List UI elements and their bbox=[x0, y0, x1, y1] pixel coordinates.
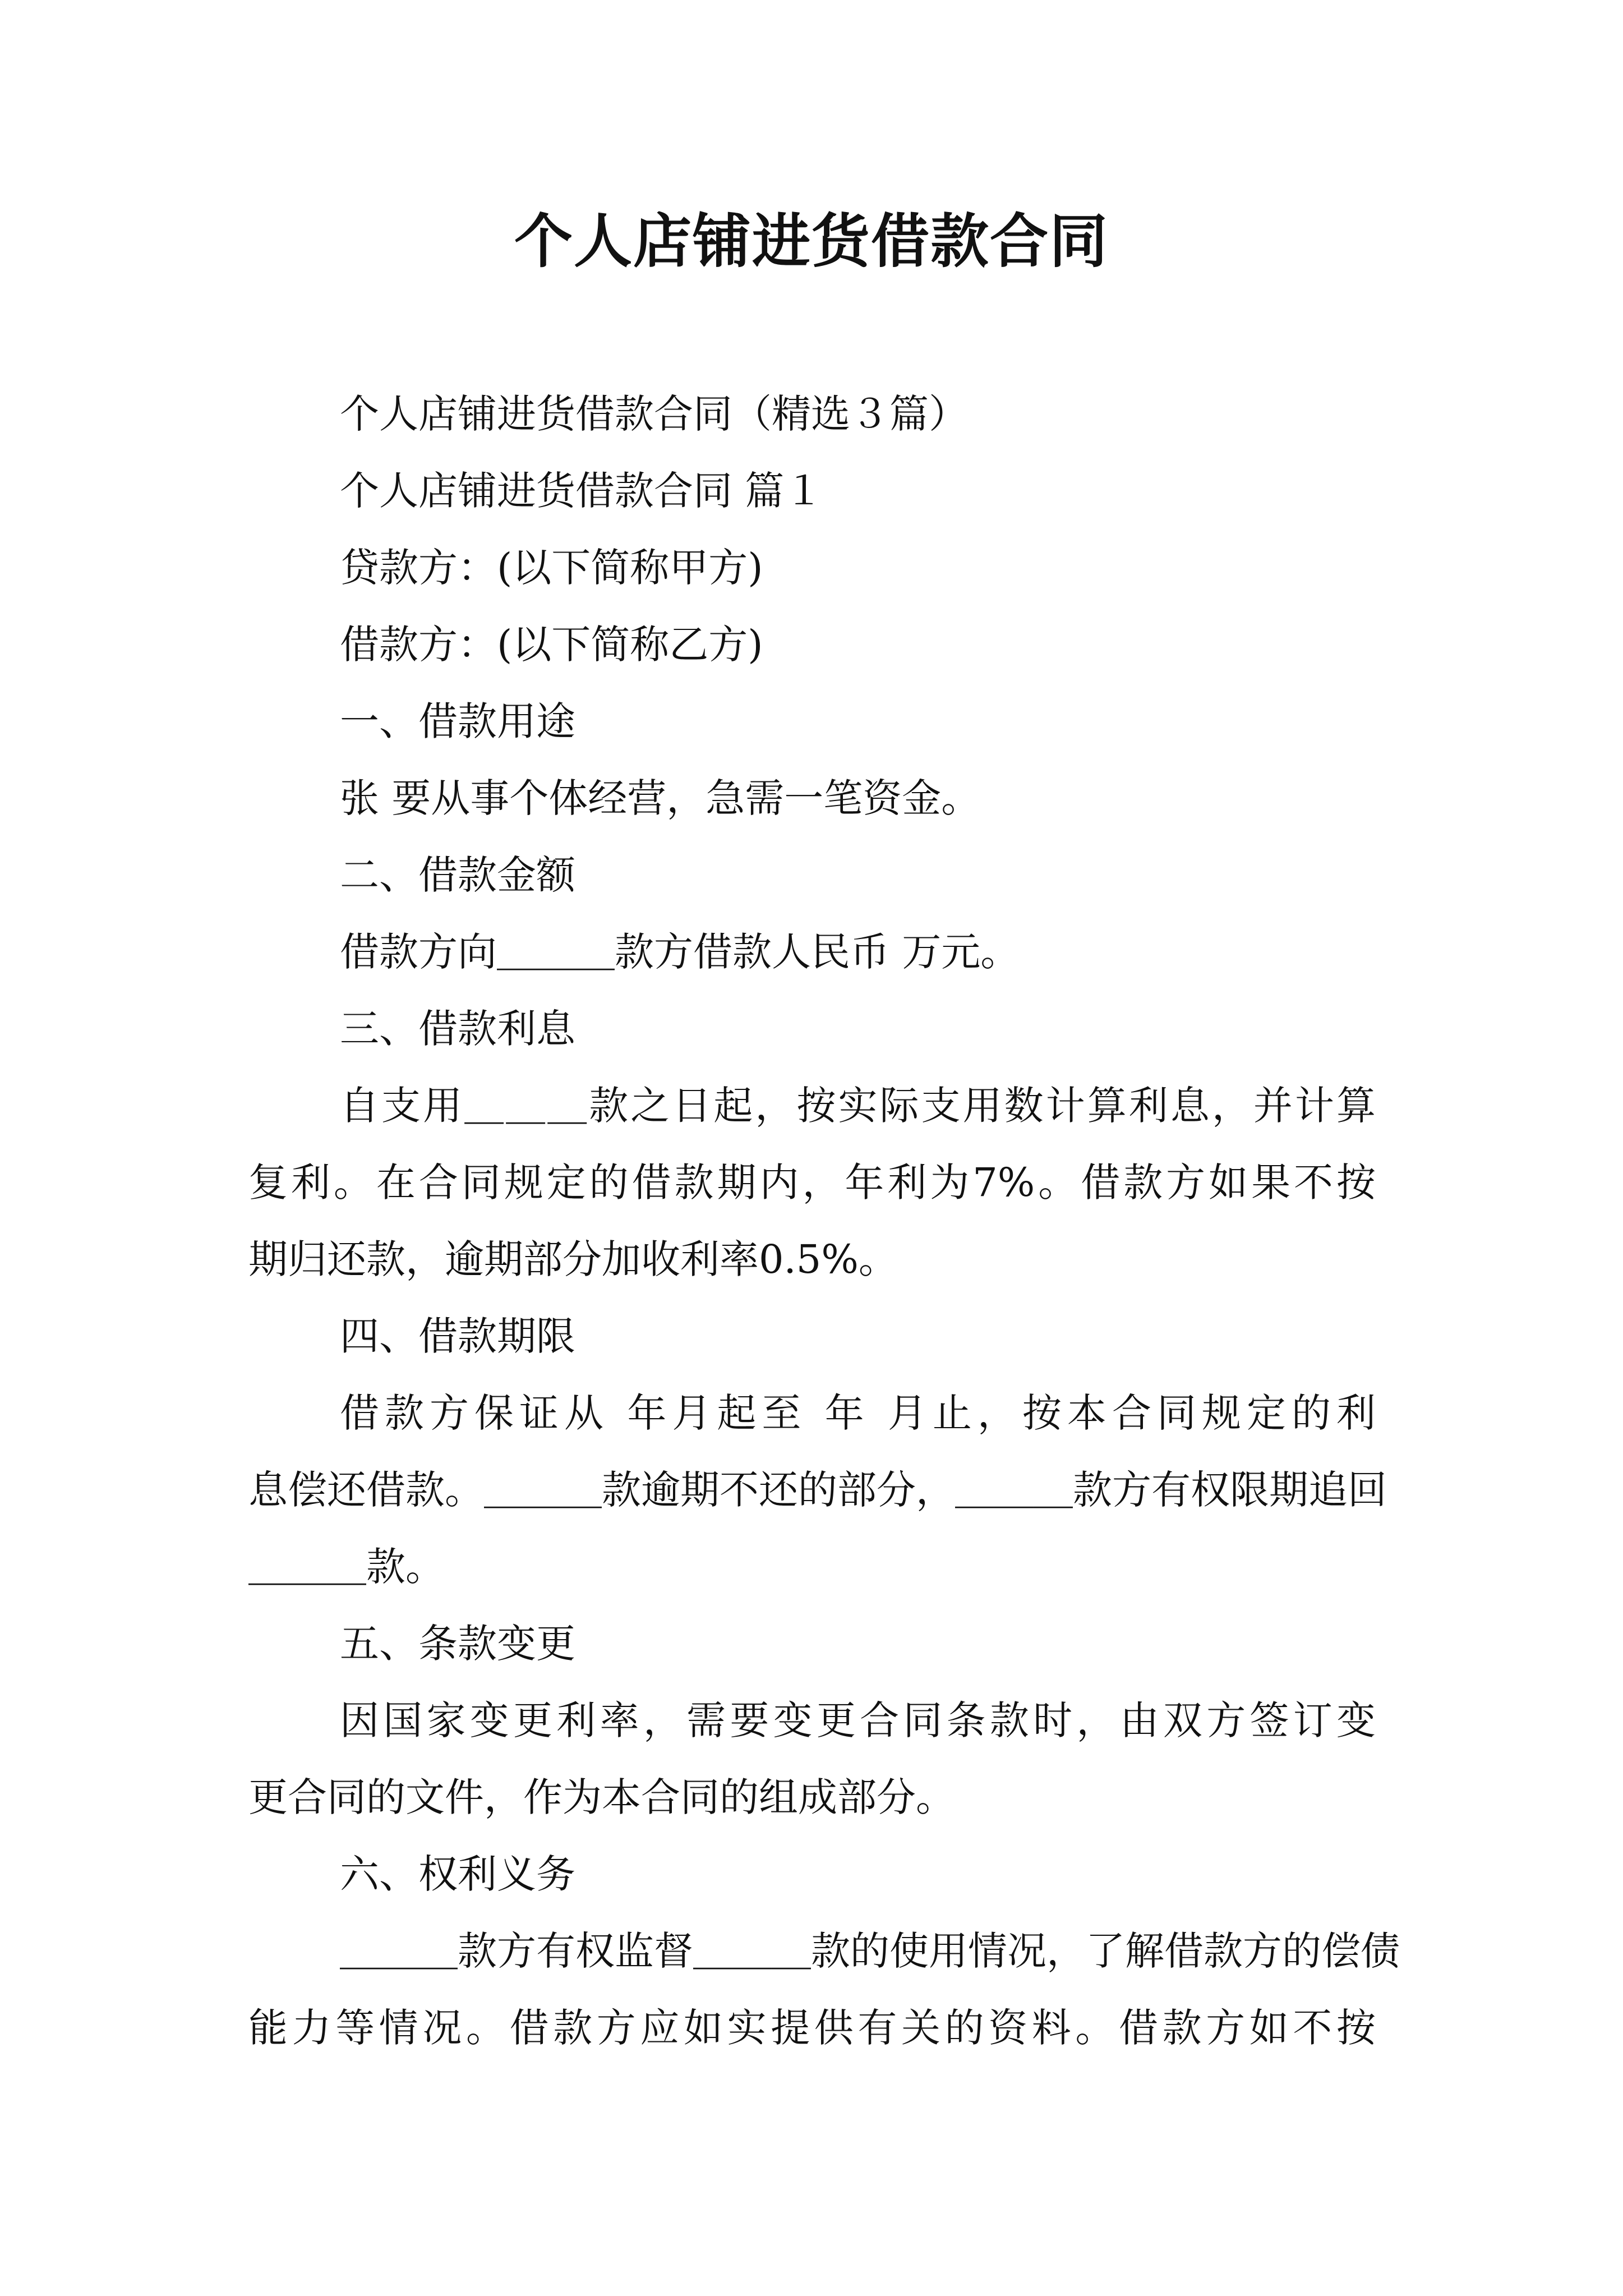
paragraph-line: 息偿还借款。＿＿＿款逾期不还的部分，＿＿＿款方有权限期追回 bbox=[248, 1467, 1387, 1513]
paragraph-line: 因国家变更利率，需要变更合同条款时，由双方签订变 bbox=[340, 1697, 1376, 1743]
clause-heading: 二、借款金额 bbox=[340, 852, 575, 898]
paragraph-line: 能力等情况。借款方应如实提供有关的资料。借款方如不按 bbox=[248, 2005, 1376, 2051]
paragraph-line: 期归还款，逾期部分加收利率0.5%。 bbox=[248, 1236, 898, 1282]
clause-heading: 三、借款利息 bbox=[340, 1006, 575, 1052]
clause-heading: 六、权利义务 bbox=[340, 1851, 575, 1897]
lender-line: 贷款方：(以下简称甲方) bbox=[340, 545, 763, 591]
clause-heading: 四、借款期限 bbox=[340, 1313, 575, 1359]
collection-heading: 个人店铺进货借款合同（精选３篇） bbox=[340, 391, 968, 437]
document-title: 个人店铺进货借款合同 bbox=[514, 206, 1109, 275]
paragraph-line: 更合同的文件，作为本合同的组成部分。 bbox=[248, 1774, 955, 1820]
paragraph-line: 复利。在合同规定的借款期内，年利为7%。借款方如果不按 bbox=[248, 1159, 1376, 1205]
borrower-line: 借款方：(以下简称乙方) bbox=[340, 622, 763, 668]
section-heading: 个人店铺进货借款合同 篇１ bbox=[340, 468, 824, 514]
paragraph-line: 借款方保证从 年月起至 年 月止，按本合同规定的利 bbox=[340, 1390, 1376, 1436]
paragraph-line: ＿＿＿款方有权监督＿＿＿款的使用情况，了解借款方的偿债 bbox=[340, 1928, 1400, 1974]
paragraph-line: 自支用＿＿＿款之日起，按实际支用数计算利息，并计算 bbox=[340, 1083, 1376, 1129]
clause-heading: 一、借款用途 bbox=[340, 698, 575, 744]
paragraph-line: 借款方向＿＿＿款方借款人民币 万元。 bbox=[340, 929, 1020, 975]
paragraph-line: 张 要从事个体经营，急需一笔资金。 bbox=[340, 775, 981, 821]
clause-heading: 五、条款变更 bbox=[340, 1621, 575, 1667]
paragraph-line: ＿＿＿款。 bbox=[248, 1544, 445, 1590]
